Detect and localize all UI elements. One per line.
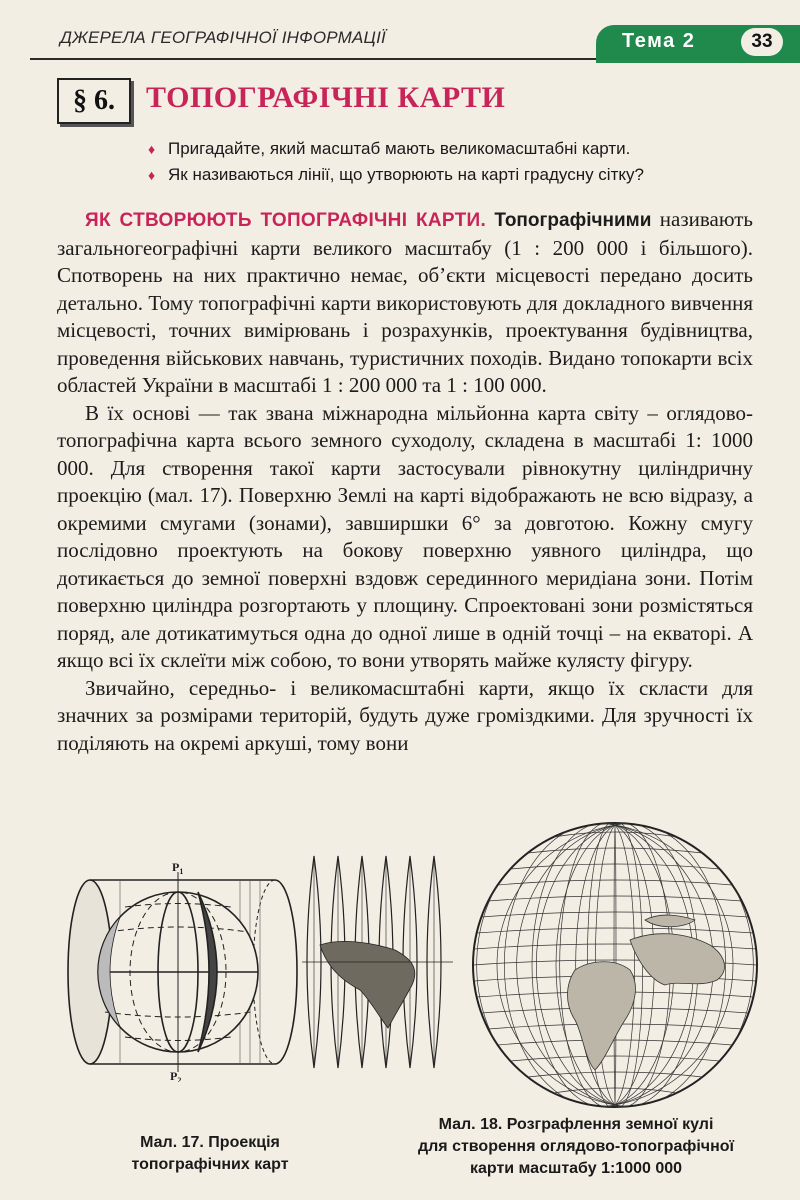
subheading: ЯК СТВОРЮЮТЬ ТОПОГРАФІЧНІ КАРТИ. [85, 210, 487, 231]
page-number: 33 [741, 28, 783, 56]
body-text [57, 206, 753, 757]
header-rule [30, 58, 620, 60]
key-term: Топографічними [494, 210, 652, 231]
review-questions [148, 136, 788, 188]
caption-line: карти масштабу 1:1000 000 [469, 1160, 683, 1177]
pole-bottom-label: $P_2$ [170, 1069, 182, 1082]
caption-line: топографічних карт [131, 1156, 289, 1173]
body-paragraph-3: Звичайно, середньо- і великомасштабні карти, якщо їх скласти для значних за розмірами територій, будуть дуже громіздкими. Для зручності їх поділяють на окремі аркуші, тому вони [57, 675, 753, 755]
diamond-bullet-icon: ♦ [148, 141, 156, 157]
body-paragraph-1 [57, 206, 753, 400]
paragraph-title: ТОПОГРАФІЧНІ КАРТИ [146, 81, 506, 114]
question-item [148, 136, 788, 162]
figure-18-map-gores [300, 850, 455, 1075]
diamond-bullet-icon: ♦ [148, 167, 156, 183]
running-header: ДЖЕРЕЛА ГЕОГРАФІЧНОЇ ІНФОРМАЦІЇ [60, 28, 386, 47]
question-item [148, 162, 788, 188]
figure-17-cylinder-projection [50, 862, 300, 1082]
paragraph-number: § 6. [57, 78, 131, 124]
question-text: Як називаються лінії, що утворюють на карті градусну сітку? [168, 165, 644, 184]
theme-label: Тема 2 [622, 30, 696, 52]
pole-top-label: $P_1$ [172, 862, 184, 876]
question-text: Пригадайте, який масштаб мають великомасштабні карти. [168, 139, 631, 158]
body-paragraph-2: В їх основі — так звана міжнародна мільйонна карта світу – оглядово-топографічна карта всього земного суходолу, складена в масштабі 1: 1000 000. Для створення такої карти застосували рівнокутну циліндричну проекцію (мал. 17). Поверхню Землі на карті відображають не всю відразу, а окремими смугами (зонами), завширшки 6° за довготою. Кожну смугу послідовно проектують на бокову поверхню уявного циліндра, що дотикається до земної поверхні вздовж серединного меридіана зони. Потім поверхню циліндра розгортають у площину. Спроектовані зони розмістяться поряд, але дотикатимуться одна до одної лише в одній точці – на екваторі. А якщо всі їх склеїти між собою, то вони утворять майже кулясту фігуру. [57, 400, 753, 672]
caption-line: Мал. 17. Проекція [140, 1134, 280, 1151]
caption-line: Мал. 18. Розграфлення земної кулі [438, 1116, 714, 1133]
figure-18-globe-grid [455, 820, 775, 1110]
paragraph-text: називають загальногеографічні карти великого масштабу (1 : 200 000 і більшого). Спотворень на них практично немає, об’єкти місцевості передано досить детально. Тому топографічні карти використовують для докладного вивчення місцевості, точних вимірювань і розрахунків, проектування будівництва, проведення військових навчань, туристичних походів. Видано топокарти всіх областей України в масштабі 1 : 200 000 та 1 : 100 000. [57, 207, 753, 397]
caption-line: для створення оглядово-топографічної [417, 1138, 735, 1155]
caption-figure-17 [90, 1132, 330, 1176]
caption-figure-18 [376, 1114, 776, 1180]
